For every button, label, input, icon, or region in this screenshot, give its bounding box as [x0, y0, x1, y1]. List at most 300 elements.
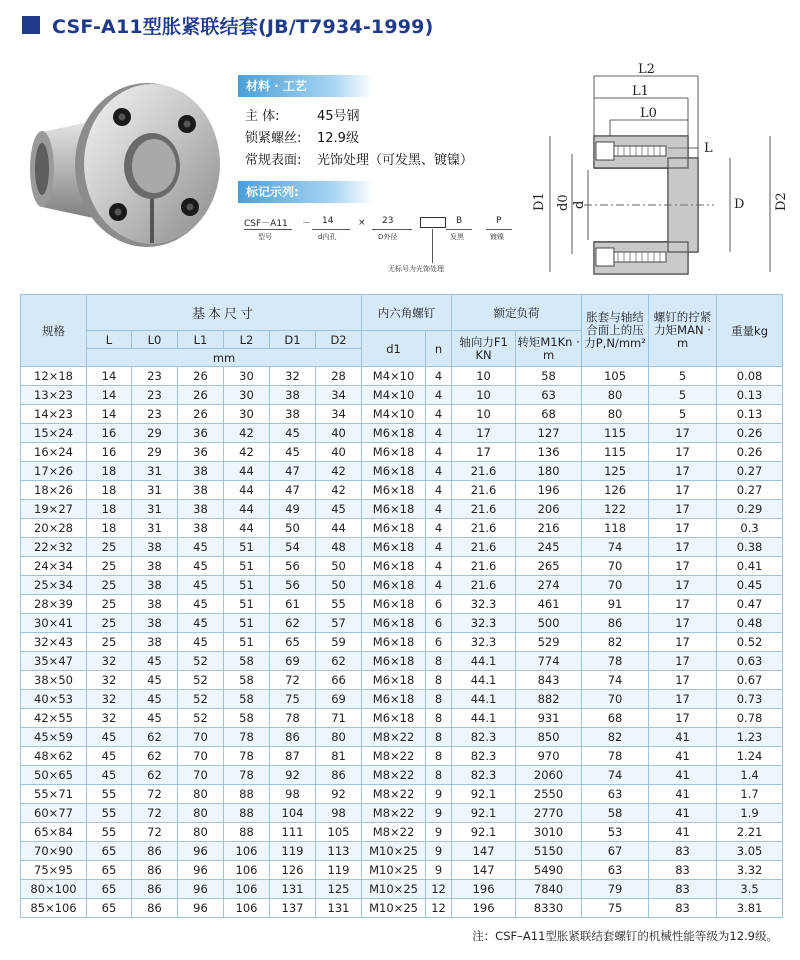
table-cell: 72	[270, 671, 316, 690]
table-cell: 38	[132, 614, 178, 633]
table-cell: 74	[582, 766, 649, 785]
table-row	[21, 747, 783, 766]
table-cell: 62	[132, 747, 178, 766]
table-cell: 86	[132, 842, 178, 861]
table-cell: M10×25	[362, 880, 426, 899]
table-cell: 8	[426, 747, 452, 766]
table-cell: M10×25	[362, 899, 426, 918]
table-cell: 5	[649, 367, 717, 386]
table-row	[21, 538, 783, 557]
table-cell: 48	[316, 538, 362, 557]
table-row	[21, 842, 783, 861]
table-cell: 4	[426, 424, 452, 443]
table-cell: 75	[582, 899, 649, 918]
example-underline	[244, 229, 292, 230]
caption-no-mark: 无标号为光饰处理	[388, 265, 444, 273]
table-cell: 216	[516, 519, 582, 538]
table-cell: 45	[132, 671, 178, 690]
table-row	[21, 462, 783, 481]
table-cell: 54	[270, 538, 316, 557]
table-cell: 92.1	[452, 823, 516, 842]
table-cell: 83	[649, 899, 717, 918]
table-cell: 48×62	[21, 747, 87, 766]
table-cell: 931	[516, 709, 582, 728]
table-cell: 96	[178, 842, 224, 861]
table-cell: 34	[316, 405, 362, 424]
table-cell: 0.78	[717, 709, 783, 728]
table-cell: 843	[516, 671, 582, 690]
table-cell: 25	[87, 576, 132, 595]
material-label: 主 体:	[245, 108, 280, 124]
table-cell: 44	[224, 500, 270, 519]
table-cell: M4×10	[362, 367, 426, 386]
table-cell: 106	[224, 899, 270, 918]
table-cell: 70	[582, 576, 649, 595]
table-cell: 111	[270, 823, 316, 842]
table-row	[21, 880, 783, 899]
header-screw: 内六角螺钉	[362, 295, 452, 331]
table-row	[21, 519, 783, 538]
table-cell: 78	[582, 747, 649, 766]
table-cell: 80×100	[21, 880, 87, 899]
table-row	[21, 595, 783, 614]
table-cell: 41	[649, 823, 717, 842]
table-cell: 25	[87, 538, 132, 557]
header-basic-size: 基本尺寸	[87, 295, 362, 331]
table-cell: 4	[426, 576, 452, 595]
table-cell: 45	[316, 500, 362, 519]
table-cell: 65	[87, 880, 132, 899]
example-blank-box	[420, 217, 446, 228]
table-row	[21, 728, 783, 747]
table-cell: 8	[426, 766, 452, 785]
table-cell: 50	[316, 576, 362, 595]
table-cell: 8	[426, 652, 452, 671]
table-cell: 82.3	[452, 747, 516, 766]
example-underline	[312, 229, 350, 230]
example-pointer-line	[432, 229, 433, 263]
table-cell: 58	[224, 690, 270, 709]
table-cell: 5150	[516, 842, 582, 861]
table-cell: 67	[582, 842, 649, 861]
table-cell: 86	[132, 861, 178, 880]
table-cell: 16	[87, 443, 132, 462]
table-cell: 51	[224, 633, 270, 652]
table-cell: 196	[452, 899, 516, 918]
table-cell: 500	[516, 614, 582, 633]
table-cell: 31	[132, 462, 178, 481]
table-cell: 0.27	[717, 481, 783, 500]
table-cell: 113	[316, 842, 362, 861]
material-label: 常规表面:	[245, 152, 302, 168]
table-cell: 25×34	[21, 576, 87, 595]
table-cell: M6×18	[362, 519, 426, 538]
table-cell: 32.3	[452, 595, 516, 614]
dim-label-L2: L2	[638, 62, 655, 77]
table-cell: 83	[649, 861, 717, 880]
table-cell: 14×23	[21, 405, 87, 424]
table-cell: 16	[87, 424, 132, 443]
table-cell: 92	[316, 785, 362, 804]
table-cell: 68	[516, 405, 582, 424]
table-cell: 21.6	[452, 557, 516, 576]
table-cell: 44	[316, 519, 362, 538]
table-cell: 56	[270, 576, 316, 595]
table-cell: 2060	[516, 766, 582, 785]
table-cell: 38	[132, 633, 178, 652]
table-cell: 80	[582, 386, 649, 405]
table-cell: 30	[224, 386, 270, 405]
table-cell: 10	[452, 405, 516, 424]
table-cell: 105	[316, 823, 362, 842]
table-cell: 91	[582, 595, 649, 614]
table-cell: 83	[649, 842, 717, 861]
table-cell: M4×10	[362, 405, 426, 424]
table-cell: 8330	[516, 899, 582, 918]
table-cell: 38	[132, 595, 178, 614]
table-cell: 5490	[516, 861, 582, 880]
dim-label-L0: L0	[640, 106, 657, 121]
table-cell: 80	[178, 804, 224, 823]
table-cell: 62	[270, 614, 316, 633]
table-cell: 52	[178, 671, 224, 690]
table-cell: 8	[426, 671, 452, 690]
table-row	[21, 424, 783, 443]
table-cell: 52	[178, 652, 224, 671]
table-cell: 38	[132, 557, 178, 576]
table-cell: 70	[582, 557, 649, 576]
table-cell: 58	[224, 709, 270, 728]
table-cell: 2.21	[717, 823, 783, 842]
table-cell: 44	[224, 481, 270, 500]
table-cell: 26	[178, 367, 224, 386]
table-cell: 17	[649, 576, 717, 595]
table-cell: 96	[178, 861, 224, 880]
table-row	[21, 690, 783, 709]
materials-list	[245, 103, 473, 169]
table-cell: 0.52	[717, 633, 783, 652]
table-cell: 5	[649, 386, 717, 405]
table-cell: 70	[582, 690, 649, 709]
table-cell: 115	[582, 443, 649, 462]
table-cell: M6×18	[362, 576, 426, 595]
table-cell: 32.3	[452, 614, 516, 633]
table-cell: 7840	[516, 880, 582, 899]
table-cell: 78	[224, 747, 270, 766]
header-axial-force: 轴向力F1 KN	[452, 331, 516, 367]
table-cell: 41	[649, 766, 717, 785]
table-cell: 40×53	[21, 690, 87, 709]
table-cell: 4	[426, 405, 452, 424]
table-cell: 119	[270, 842, 316, 861]
table-cell: 18	[87, 519, 132, 538]
table-cell: M6×18	[362, 652, 426, 671]
material-value: 光饰处理（可发黑、镀镍）	[317, 152, 474, 168]
marking-example	[242, 212, 532, 274]
table-cell: 17	[649, 595, 717, 614]
table-cell: 32	[87, 671, 132, 690]
example-underline	[372, 229, 412, 230]
table-cell: 17	[649, 709, 717, 728]
table-cell: 38	[178, 500, 224, 519]
table-cell: 29	[132, 424, 178, 443]
table-cell: 4	[426, 557, 452, 576]
table-cell: 125	[582, 462, 649, 481]
table-cell: 26	[178, 386, 224, 405]
table-cell: 196	[452, 880, 516, 899]
table-cell: 83	[649, 880, 717, 899]
table-cell: 45	[87, 728, 132, 747]
table-cell: 62	[132, 728, 178, 747]
table-cell: M6×18	[362, 633, 426, 652]
table-cell: 9	[426, 861, 452, 880]
example-inner: 14	[322, 216, 334, 226]
table-cell: M6×18	[362, 557, 426, 576]
table-cell: 0.26	[717, 443, 783, 462]
table-cell: 22×32	[21, 538, 87, 557]
table-cell: 126	[582, 481, 649, 500]
table-cell: 47	[270, 481, 316, 500]
table-row	[21, 671, 783, 690]
table-row	[21, 443, 783, 462]
caption-model: 型号	[258, 233, 272, 241]
table-cell: 82.3	[452, 728, 516, 747]
table-cell: 59	[316, 633, 362, 652]
table-row	[21, 899, 783, 918]
caption-nickel: 镀镍	[490, 233, 504, 241]
table-cell: 51	[224, 595, 270, 614]
table-cell: 8	[426, 690, 452, 709]
table-row	[21, 633, 783, 652]
table-cell: 32×43	[21, 633, 87, 652]
table-cell: 28×39	[21, 595, 87, 614]
table-cell: 69	[270, 652, 316, 671]
table-cell: 12	[426, 880, 452, 899]
table-cell: 147	[452, 861, 516, 880]
header-weight: 重量kg	[717, 295, 783, 367]
table-cell: 45	[178, 633, 224, 652]
table-cell: M10×25	[362, 861, 426, 880]
table-cell: 2770	[516, 804, 582, 823]
table-cell: 45	[178, 614, 224, 633]
material-row-surface	[245, 147, 473, 169]
table-cell: 82.3	[452, 766, 516, 785]
table-cell: 52	[178, 709, 224, 728]
header-tightening-torque: 螺钉的拧紧力矩MAN · m	[649, 295, 717, 367]
table-cell: 44.1	[452, 671, 516, 690]
table-cell: 63	[582, 861, 649, 880]
table-cell: 17	[649, 557, 717, 576]
table-cell: M10×25	[362, 842, 426, 861]
table-cell: M6×18	[362, 424, 426, 443]
table-cell: 82	[582, 633, 649, 652]
table-cell: 30	[224, 405, 270, 424]
table-cell: 42×55	[21, 709, 87, 728]
table-cell: 38	[132, 538, 178, 557]
table-cell: 106	[224, 842, 270, 861]
table-cell: 23	[132, 386, 178, 405]
table-cell: 119	[316, 861, 362, 880]
table-cell: 96	[178, 899, 224, 918]
table-cell: 50	[316, 557, 362, 576]
table-cell: 850	[516, 728, 582, 747]
example-dash: －	[302, 219, 312, 229]
table-cell: 0.13	[717, 405, 783, 424]
table-cell: 49	[270, 500, 316, 519]
table-cell: 17	[452, 443, 516, 462]
table-cell: 55	[87, 785, 132, 804]
table-cell: 45	[87, 766, 132, 785]
table-cell: 115	[582, 424, 649, 443]
material-value: 45号钢	[317, 108, 360, 124]
table-cell: 32.3	[452, 633, 516, 652]
table-cell: 44.1	[452, 690, 516, 709]
table-row	[21, 614, 783, 633]
example-code: CSF－A11	[244, 219, 288, 229]
table-cell: 86	[316, 766, 362, 785]
table-cell: 21.6	[452, 462, 516, 481]
table-cell: 68	[582, 709, 649, 728]
table-cell: 50×65	[21, 766, 87, 785]
table-cell: M6×18	[362, 614, 426, 633]
table-row	[21, 823, 783, 842]
table-cell: 51	[224, 557, 270, 576]
table-cell: 774	[516, 652, 582, 671]
table-cell: 4	[426, 462, 452, 481]
table-cell: 24×34	[21, 557, 87, 576]
table-cell: 131	[316, 899, 362, 918]
table-cell: 3.32	[717, 861, 783, 880]
table-cell: 65	[270, 633, 316, 652]
table-cell: 65	[87, 842, 132, 861]
table-cell: 75×95	[21, 861, 87, 880]
table-cell: 15×24	[21, 424, 87, 443]
table-cell: 86	[132, 899, 178, 918]
table-cell: M8×22	[362, 728, 426, 747]
table-cell: 50	[270, 519, 316, 538]
table-cell: 18	[87, 481, 132, 500]
table-cell: M6×18	[362, 462, 426, 481]
table-cell: 3.05	[717, 842, 783, 861]
table-cell: 79	[582, 880, 649, 899]
table-cell: 3010	[516, 823, 582, 842]
table-cell: 45	[178, 595, 224, 614]
table-cell: 44.1	[452, 709, 516, 728]
table-cell: 92.1	[452, 804, 516, 823]
table-cell: 58	[516, 367, 582, 386]
table-cell: 55	[87, 823, 132, 842]
table-cell: 20×28	[21, 519, 87, 538]
title-square-icon	[22, 16, 40, 34]
dim-label-d0: d0	[556, 194, 571, 211]
table-cell: 23	[132, 367, 178, 386]
table-cell: 51	[224, 576, 270, 595]
table-cell: 17	[649, 481, 717, 500]
table-cell: 74	[582, 671, 649, 690]
table-cell: 36	[178, 443, 224, 462]
table-cell: 32	[87, 709, 132, 728]
table-cell: 18	[87, 500, 132, 519]
product-photo	[22, 62, 227, 262]
example-outer: 23	[382, 216, 394, 226]
header-d1: d1	[362, 331, 426, 367]
table-cell: 125	[316, 880, 362, 899]
table-cell: 9	[426, 804, 452, 823]
table-cell: 106	[224, 880, 270, 899]
table-cell: 5	[649, 405, 717, 424]
material-row-screw	[245, 125, 473, 147]
table-cell: 55	[316, 595, 362, 614]
table-cell: 72	[132, 785, 178, 804]
table-cell: 45	[178, 557, 224, 576]
table-cell: 31	[132, 500, 178, 519]
header-L: L	[87, 331, 132, 349]
table-cell: 88	[224, 823, 270, 842]
table-cell: 245	[516, 538, 582, 557]
table-cell: 45	[178, 576, 224, 595]
table-cell: M8×22	[362, 747, 426, 766]
table-row	[21, 766, 783, 785]
table-cell: 4	[426, 538, 452, 557]
table-cell: 0.41	[717, 557, 783, 576]
table-cell: 30	[224, 367, 270, 386]
table-cell: 41	[649, 728, 717, 747]
table-cell: 38	[270, 386, 316, 405]
table-cell: 44	[224, 462, 270, 481]
table-cell: 0.26	[717, 424, 783, 443]
header-rated-load: 额定负荷	[452, 295, 582, 331]
table-cell: 45	[132, 690, 178, 709]
header-D1: D1	[270, 331, 316, 349]
table-cell: M8×22	[362, 823, 426, 842]
table-cell: 25	[87, 595, 132, 614]
table-row	[21, 481, 783, 500]
table-cell: 17	[649, 424, 717, 443]
table-cell: 44	[224, 519, 270, 538]
dim-label-L: L	[704, 141, 713, 156]
table-cell: 45	[270, 424, 316, 443]
table-cell: 66	[316, 671, 362, 690]
table-cell: 8	[426, 728, 452, 747]
table-cell: 38	[178, 462, 224, 481]
table-cell: 25	[87, 633, 132, 652]
table-cell: 88	[224, 785, 270, 804]
table-cell: 1.24	[717, 747, 783, 766]
example-heading: 标记示列:	[238, 181, 373, 203]
table-row	[21, 557, 783, 576]
table-cell: 13×23	[21, 386, 87, 405]
table-row	[21, 500, 783, 519]
table-cell: 42	[316, 481, 362, 500]
table-cell: 17	[452, 424, 516, 443]
table-cell: 70	[178, 766, 224, 785]
table-cell: 34	[316, 386, 362, 405]
table-cell: 72	[132, 823, 178, 842]
table-cell: 136	[516, 443, 582, 462]
table-cell: 32	[270, 367, 316, 386]
table-cell: 32	[87, 690, 132, 709]
table-cell: M8×22	[362, 785, 426, 804]
table-cell: 31	[132, 481, 178, 500]
table-cell: 30×41	[21, 614, 87, 633]
table-cell: 0.13	[717, 386, 783, 405]
table-cell: 51	[224, 538, 270, 557]
materials-heading: 材料 · 工艺	[238, 75, 373, 97]
table-cell: 42	[316, 462, 362, 481]
table-cell: 4	[426, 519, 452, 538]
table-cell: 80	[178, 785, 224, 804]
table-cell: 53	[582, 823, 649, 842]
